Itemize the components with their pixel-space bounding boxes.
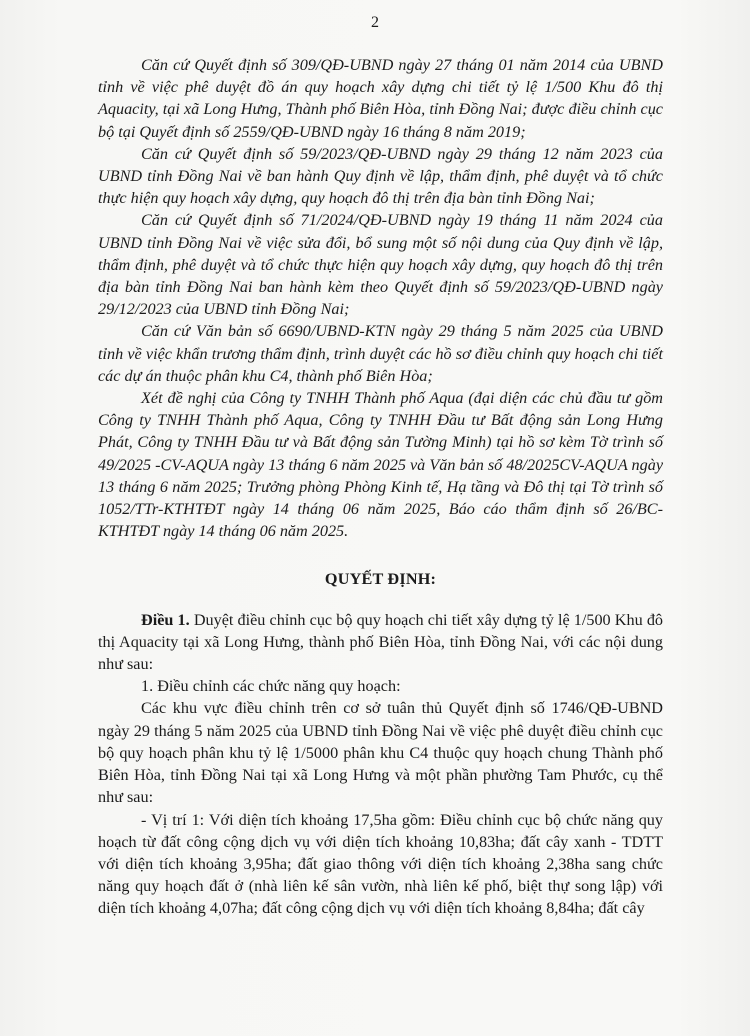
- body-paragraph: - Vị trí 1: Với diện tích khoảng 17,5ha gồm: Điều chỉnh cục bộ chức năng quy hoạch từ đất công cộng dịch vụ với diện tích khoảng 10,83ha; đất cây xanh - TDTT với diện tích khoảng 3,95ha; đất giao thông với diện tích khoảng 2,38ha sang chức năng quy hoạch đất ở (nhà liên kế sân vườn, nhà liên kế phố, biệt thự song lập) với diện tích khoảng 4,07ha; đất công cộng dịch vụ với diện tích khoảng 8,84ha; đất cây: [98, 810, 663, 918]
- preamble-paragraph: Căn cứ Văn bản số 6690/UBND-KTN ngày 29 tháng 5 năm 2025 của UBND tỉnh về việc khẩn trương thẩm định, trình duyệt các hồ sơ điều chỉnh quy hoạch chi tiết các dự án thuộc phân khu C4, thành phố Biên Hòa;: [98, 322, 663, 385]
- preamble-paragraph: Căn cứ Quyết định số 309/QĐ-UBND ngày 27 tháng 01 năm 2014 của UBND tỉnh về việc phê duyệt đồ án quy hoạch xây dựng chi tiết tỷ lệ 1/500 Khu đô thị Aquacity, tại xã Long Hưng, Thành phố Biên Hòa, tỉnh Đồng Nai; được điều chỉnh cục bộ tại Quyết định số 2559/QĐ-UBND ngày 16 tháng 8 năm 2019;: [98, 56, 663, 141]
- document-body: [98, 54, 663, 920]
- preamble-paragraph: Xét đề nghị của Công ty TNHH Thành phố Aqua (đại diện các chủ đầu tư gồm Công ty TNHH Thành phố Aqua, Công ty TNHH Đầu tư Bất động sản Long Hưng Phát, Công ty TNHH Đầu tư và Bất động sản Tường Minh) tại hồ sơ kèm Tờ trình số 49/2025 -CV-AQUA ngày 13 tháng 6 năm 2025 và Văn bản số 48/2025CV-AQUA ngày 13 tháng 6 năm 2025; Trưởng phòng Phòng Kinh tế, Hạ tầng và Đô thị tại Tờ trình số 1052/TTr-KTHTĐT ngày 14 tháng 06 năm 2025, Báo cáo thẩm định số 26/BC-KTHTĐT ngày 14 tháng 06 năm 2025.: [98, 389, 663, 541]
- page-number: 2: [371, 14, 379, 31]
- preamble-paragraph: Căn cứ Quyết định số 71/2024/QĐ-UBND ngày 19 tháng 11 năm 2024 của UBND tỉnh Đồng Nai về việc sửa đổi, bổ sung một số nội dung của Quy định về lập, thẩm định, phê duyệt và tổ chức thực hiện quy hoạch xây dựng, quy hoạch đô thị trên địa bàn tỉnh Đồng Nai ban hành kèm theo Quyết định số 59/2023/QĐ-UBND ngày 29/12/2023 của UBND tỉnh Đồng Nai;: [98, 211, 663, 319]
- preamble-paragraph: Căn cứ Quyết định số 59/2023/QĐ-UBND ngày 29 tháng 12 năm 2023 của UBND tỉnh Đồng Nai về ban hành Quy định về lập, thẩm định, phê duyệt và tổ chức thực hiện quy hoạch xây dựng, quy hoạch đô thị trên địa bàn tỉnh Đồng Nai;: [98, 144, 663, 208]
- decision-heading: QUYẾT ĐỊNH:: [324, 570, 437, 589]
- body-paragraph: 1. Điều chỉnh các chức năng quy hoạch:: [141, 677, 401, 696]
- body-paragraph: Các khu vực điều chỉnh trên cơ sở tuân thủ Quyết định số 1746/QĐ-UBND ngày 29 tháng 5 năm 2025 của UBND tỉnh Đồng Nai về việc phê duyệt điều chỉnh cục bộ quy hoạch phân khu tỷ lệ 1/5000 phân khu C4 thuộc quy hoạch chung Thành phố Biên Hòa, tỉnh Đồng Nai tại xã Long Hưng và một phần phường Tam Phước, cụ thể như sau:: [98, 699, 663, 807]
- article-1-text: Duyệt điều chỉnh cục bộ quy hoạch chi tiết xây dựng tỷ lệ 1/500 Khu đô thị Aquacity tại xã Long Hưng, thành phố Biên Hòa, tỉnh Đồng Nai, với các nội dung như sau:: [98, 610, 664, 674]
- article-1-label: Điều 1.: [141, 610, 190, 629]
- article-1-paragraph: [98, 609, 663, 676]
